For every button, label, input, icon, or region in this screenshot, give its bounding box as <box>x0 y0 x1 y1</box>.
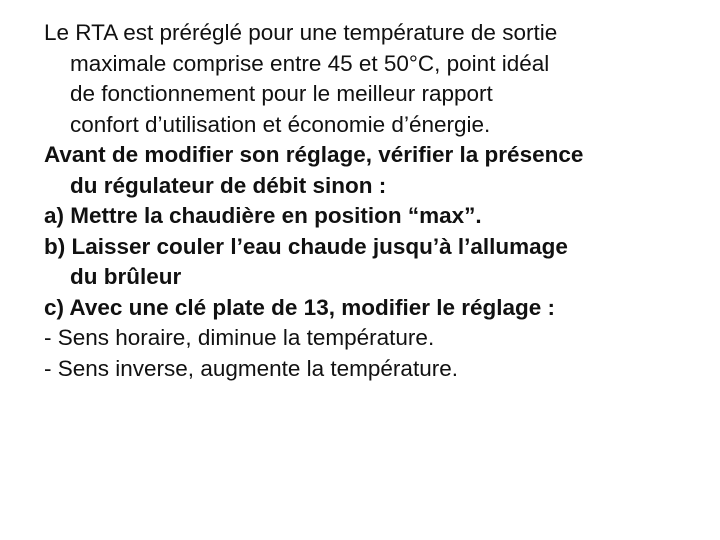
paragraph-warning <box>44 140 694 201</box>
intro-line-3: de fonctionnement pour le meilleur rapport <box>70 81 493 106</box>
step-b <box>44 232 694 293</box>
step-b-line-2: du brûleur <box>70 264 182 289</box>
step-b-line-1: b) Laisser couler l’eau chaude jusqu’à l’allumage <box>44 233 568 259</box>
note-clockwise <box>44 323 694 354</box>
step-a <box>44 201 694 232</box>
intro-line-1: Le RTA est préréglé pour une température de sortie <box>44 20 558 45</box>
note-counterclockwise <box>44 354 694 385</box>
note-clockwise-line-1: - Sens horaire, diminue la température. <box>44 325 435 350</box>
instructions-text <box>44 18 694 384</box>
note-counterclockwise-line-1: - Sens inverse, augmente la température. <box>44 355 458 381</box>
step-c <box>44 293 694 324</box>
warning-line-2: du régulateur de débit sinon : <box>70 172 387 198</box>
paragraph-intro <box>44 18 694 140</box>
intro-line-4: confort d’utilisation et économie d’énergie. <box>70 111 491 137</box>
warning-line-1: Avant de modifier son réglage, vérifier la présence <box>44 142 584 167</box>
step-a-line-1: a) Mettre la chaudière en position “max”. <box>44 203 482 228</box>
step-c-line-1: c) Avec une clé plate de 13, modifier le réglage : <box>44 294 556 320</box>
intro-line-2: maximale comprise entre 45 et 50°C, point idéal <box>70 50 550 76</box>
